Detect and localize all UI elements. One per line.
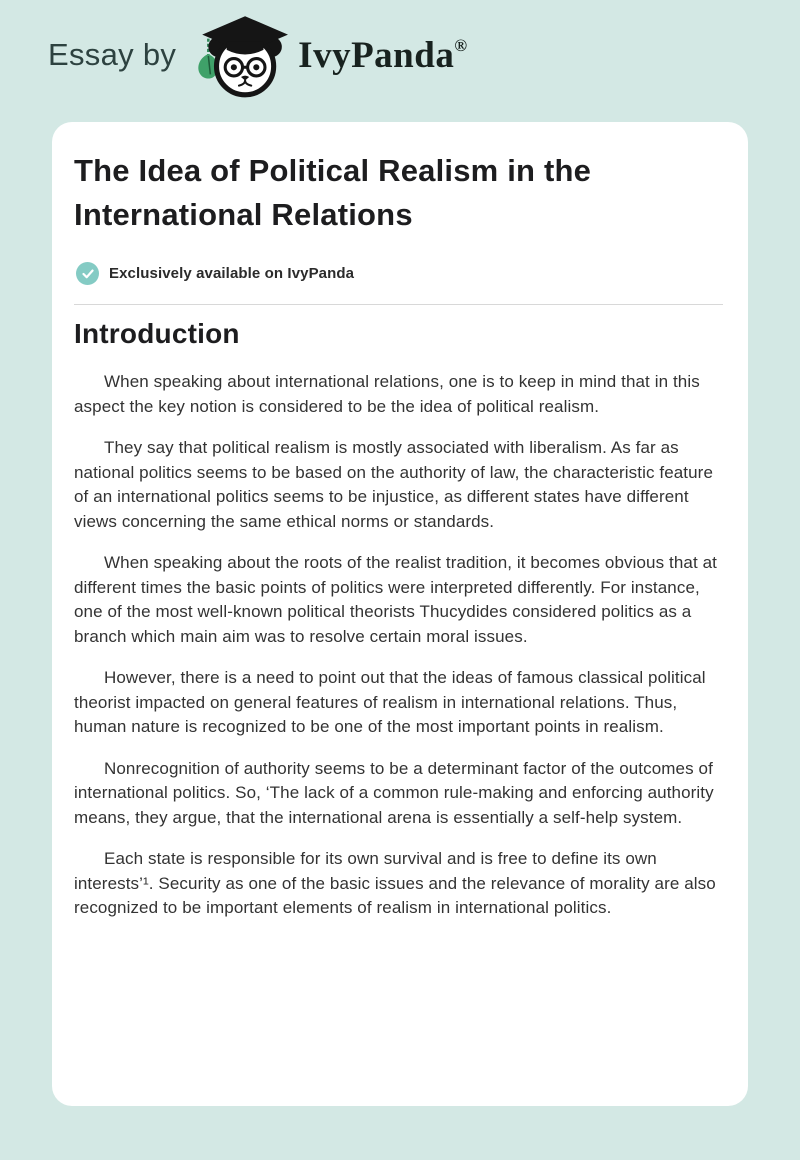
check-icon — [76, 262, 99, 285]
availability-badge-label: Exclusively available on IvyPanda — [109, 265, 355, 282]
paragraph: They say that political realism is mostly associated with liberalism. As far as national politics seems to be based on the authority of law, the characteristic feature of an international politics seems to be injustice, as different states have different views concerning the same ethical norms or standards. — [74, 438, 714, 531]
paragraph: Nonrecognition of authority seems to be a determinant factor of the outcomes of international politics. So, ‘The lack of a common rule-making and enforcing authority means, they argue, that the international arena is essentially a self-help system. — [74, 758, 714, 827]
brand-name: IvyPanda® — [298, 34, 468, 76]
paragraph: However, there is a need to point out that the ideas of famous classical political theorist impacted on general features of realism in international relations. Thus, human nature is recognized to be one of the most important points in realism. — [74, 668, 706, 736]
page-header — [0, 0, 800, 104]
panda-graduate-logo-icon — [192, 11, 290, 99]
availability-badge — [76, 262, 723, 285]
registered-trademark: ® — [454, 35, 468, 55]
essay-by-label: Essay by — [48, 37, 177, 72]
paragraph: Each state is responsible for its own survival and is free to define its own interests’¹. Security as one of the basic issues and the relevance of morality are also recognized to be important elements of realism in international politics. — [74, 849, 716, 917]
section-heading-introduction: Introduction — [74, 318, 240, 349]
paragraph: When speaking about the roots of the realist tradition, it becomes obvious that at different times the basic points of politics were interpreted differently. For instance, one of the most well-known political theorists Thucydides considered politics as a branch which main aim was to resolve certain moral issues. — [74, 553, 717, 646]
divider — [74, 304, 723, 305]
essay-card — [52, 122, 748, 1106]
page-title: The Idea of Political Realism in the International Relations — [74, 153, 592, 232]
paragraph: When speaking about international relations, one is to keep in mind that in this aspect the key notion is considered to be the idea of political realism. — [74, 372, 700, 416]
essay-body — [74, 370, 723, 921]
